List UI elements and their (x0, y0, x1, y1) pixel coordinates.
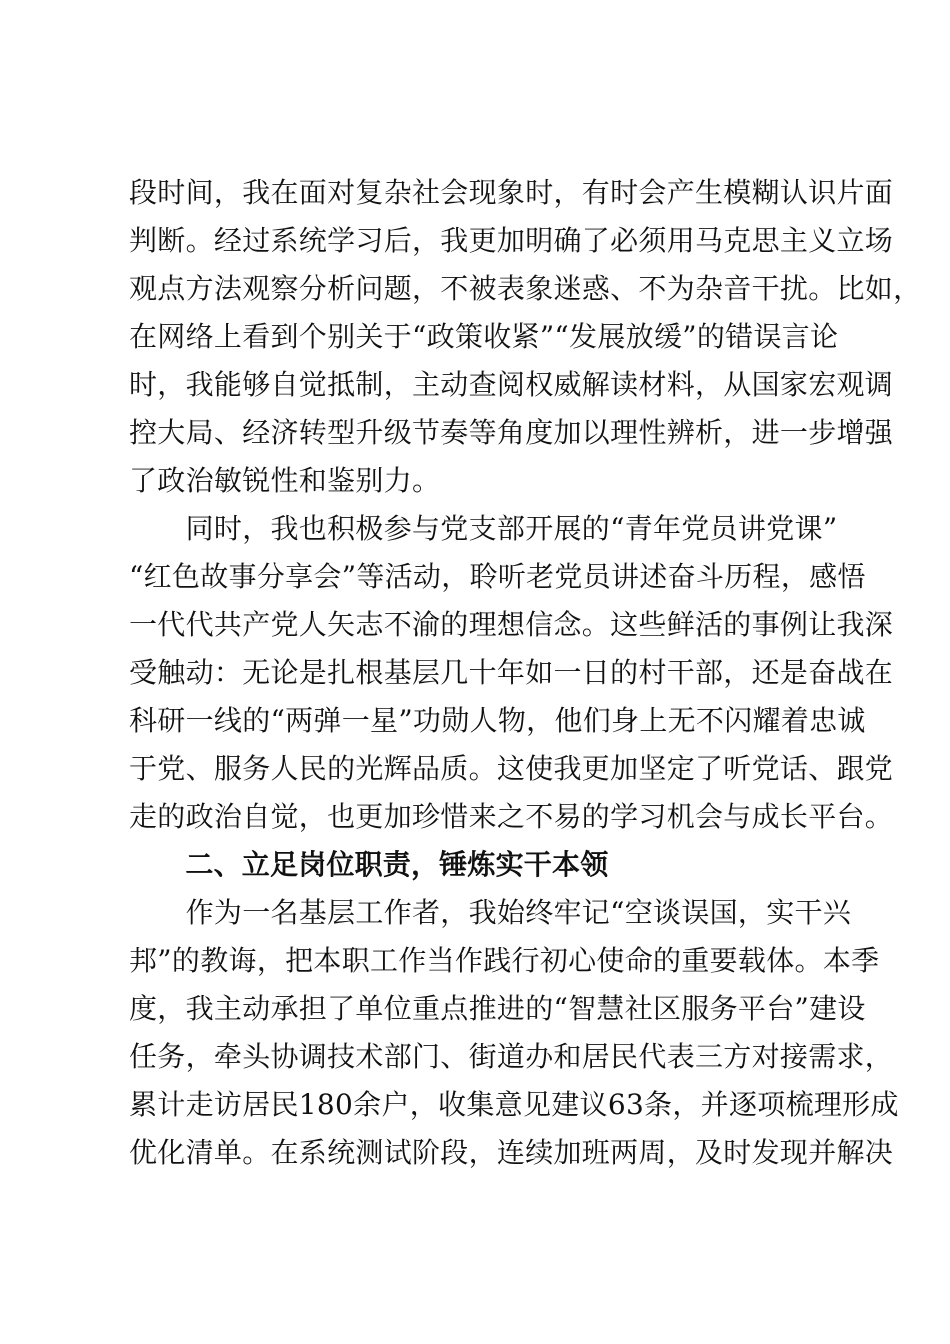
text-line: 控大局、经济转型升级节奏等角度加以理性辨析，进一步增强 (129, 416, 894, 449)
text-line: 于党、服务人民的光辉品质。这使我更加坚定了听党话、跟党 (129, 752, 894, 785)
text-line: 度，我主动承担了单位重点推进的“智慧社区服务平台”建设 (129, 992, 866, 1025)
text-line: 时，我能够自觉抵制，主动查阅权威解读材料，从国家宏观调 (129, 368, 894, 401)
text-line: 作为一名基层工作者，我始终牢记“空谈误国，实干兴 (129, 896, 852, 929)
text-line: 优化清单。在系统测试阶段，连续加班两周，及时发现并解决 (129, 1136, 894, 1169)
text-line: 观点方法观察分析问题，不被表象迷惑、不为杂音干扰。比如， (129, 272, 922, 305)
text-line: 段时间，我在面对复杂社会现象时，有时会产生模糊认识片面 (129, 176, 894, 209)
text-line: 走的政治自觉，也更加珍惜来之不易的学习机会与成长平台。 (129, 800, 894, 833)
section-heading: 二、立足岗位职责，锤炼实干本领 (129, 848, 609, 881)
text-line: 同时，我也积极参与党支部开展的“青年党员讲党课” (129, 512, 838, 545)
text-line: 任务，牵头协调技术部门、街道办和居民代表三方对接需求， (129, 1040, 894, 1073)
text-line: 在网络上看到个别关于“政策收紧”“发展放缓”的错误言论 (129, 320, 839, 353)
text-line: 判断。经过系统学习后，我更加明确了必须用马克思主义立场 (129, 224, 894, 257)
text-line: 了政治敏锐性和鉴别力。 (129, 464, 441, 497)
text-line: 邦”的教诲，把本职工作当作践行初心使命的重要载体。本季 (129, 944, 880, 977)
text-line: 科研一线的“两弹一星”功勋人物，他们身上无不闪耀着忠诚 (129, 704, 866, 737)
text-line: 一代代共产党人矢志不渝的理想信念。这些鲜活的事例让我深 (129, 608, 894, 641)
text-line: 累计走访居民180余户，收集意见建议63条，并逐项梳理形成 (129, 1088, 899, 1121)
text-line: “红色故事分享会”等活动，聆听老党员讲述奋斗历程，感悟 (129, 560, 866, 593)
text-line: 受触动：无论是扎根基层几十年如一日的村干部，还是奋战在 (129, 656, 894, 689)
